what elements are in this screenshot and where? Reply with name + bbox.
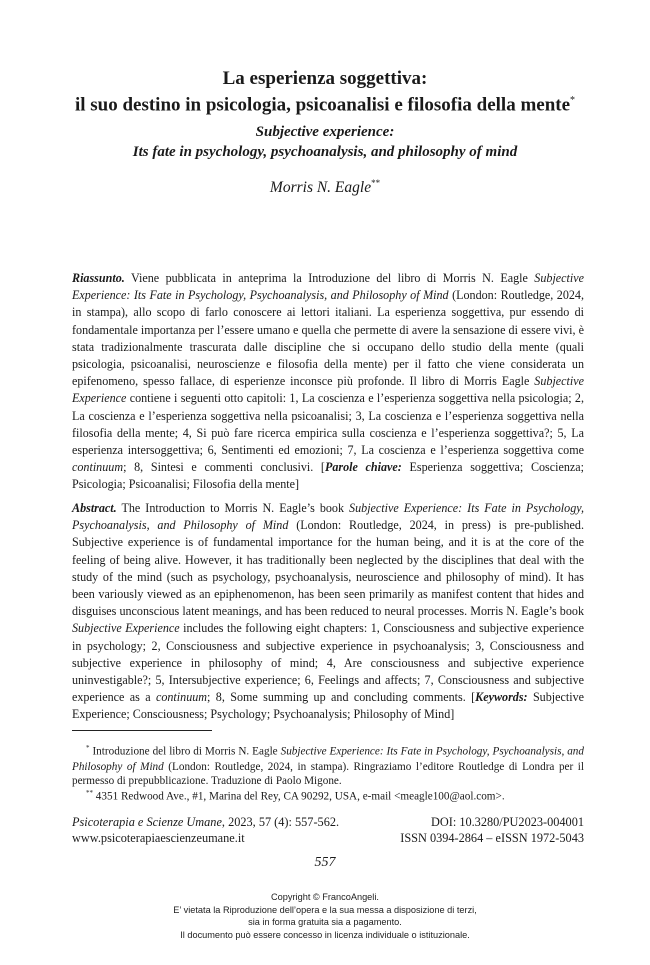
author-text: Morris N. Eagle — [269, 179, 372, 197]
abstract-book-title-short: Subjective Experience — [72, 621, 180, 636]
riassunto-text-3: contiene i seguenti otto capitoli: 1, La coscienza e l’esperienza soggettiva nella psicologia; 2, La coscienza e l’esperienza soggettiva nella psicoanalisi; 3, La coscienza e l’esperienza soggettiva nella filosofia della mente; 4, Si può fare ricerca empirica sulla coscienza e l’esperienza soggettiva?; 5, La esperienza intersoggettiva; 6, Sentimenti ed emozioni; 7, La coscienza e l’esperienza soggettiva come — [72, 391, 584, 458]
abstract-text-2: (London: Routledge, 2024, in press) is pre-published. Subjective experience is of fundamental importance for the human being, and it is at the core of the feeling of being alive. However, it has traditionally been neglected by the disciplines that deal with the study of the mind (such as psychology, psychoanalysis, neuroscience and philosophy of mind). It has been variously viewed as an epiphenomenon, has been seen primarily as manifest content that hides and disguises unconscious latent meanings, and has been reduced to neural processes. Morris N. Eagle’s book — [72, 518, 584, 619]
abstract-keywords-label: Keywords: — [475, 690, 528, 705]
riassunto-text-2: (London: Routledge, 2024, in stampa), allo scopo di farlo conoscere ai lettori italiani. La esperienza soggettiva, pur essendo di fondamentale importanza per l’essere umano e quella che permette di avere la sensazione di essere vivi, è stata tradizionalmente trascurata dalle discipline che si occupano dello studio della mente (quali psicologia, psicoanalisi, neuroscienze e filosofia della mente) per il fatto che viene considerata un epifenomeno, spesso fallace, di esperienze inconsce più profonde. Il libro di Morris Eagle — [72, 288, 584, 389]
title-line-1: La esperienza soggettiva: — [222, 68, 428, 89]
copyright-line-2: E’ vietata la Riproduzione dell’opera e la sua messa a disposizione di terzi, — [173, 904, 477, 915]
journal-citation — [72, 814, 339, 830]
abstract-text-4: ; 8, Some summing up and concluding comments. [ — [207, 690, 476, 705]
author-footnote-mark: ** — [371, 178, 381, 188]
journal-website: www.psicoterapiaescienzeumane.it — [72, 831, 245, 845]
journal-issue: , 2023, 57 (4): 557-562. — [221, 815, 340, 829]
footnote-divider — [72, 730, 212, 731]
riassunto-continuum: continuum — [72, 460, 124, 475]
riassunto-keywords-label: Parole chiave: — [324, 460, 402, 475]
subtitle-line-1: Subjective experience: — [255, 124, 395, 140]
journal-issn: ISSN 0394-2864 – eISSN 1972-5043 — [400, 831, 584, 845]
footnote-1-text-2: (London: Routledge, 2024, in stampa). Ringraziamo l’editore Routledge di Londra per il permesso di prepubblicazione. Traduzione di Paolo Migone. — [72, 760, 584, 788]
riassunto-label: Riassunto. — [72, 271, 125, 285]
copyright-line-3: sia in forma gratuita sia a pagamento. — [248, 917, 402, 928]
abstract-book-title: Subjective Experience: Its Fate in Psychology, Psychoanalysis, and Philosophy of Mind — [72, 501, 584, 533]
footnote-1-book-title: Subjective Experience: Its Fate in Psychology, Psychoanalysis, and Philosophy of Mind — [72, 745, 584, 773]
footnote-2 — [72, 786, 584, 805]
footnote-2-mark: ** — [86, 789, 93, 797]
copyright-line-4: Il documento può essere concesso in licenza individuale o istituzionale. — [180, 929, 470, 940]
abstract-continuum: continuum — [155, 690, 208, 705]
riassunto-paragraph — [72, 270, 584, 494]
footnote-1-mark: * — [86, 744, 90, 752]
footnote-2-text: 4351 Redwood Ave., #1, Marina del Rey, CA 90292, USA, e-mail <meagle100@aol.com>. — [93, 790, 505, 803]
riassunto-book-title-short: Subjective Experience — [72, 374, 584, 406]
abstract-keywords: Subjective Experience; Consciousness; Psychology; Psychoanalysis; Philosophy of Mind] — [72, 690, 584, 722]
journal-citation-row — [72, 814, 584, 830]
author-name — [40, 178, 610, 197]
journal-name: Psicoterapia e Scienze Umane — [72, 815, 222, 829]
abstract-text-3: includes the following eight chapters: 1, Consciousness and subjective experience in psychology; 2, Consciousness and subjective experience in psychoanalysis; 3, Consciousness and subjective experience in philosophy of mind; 4, Are consciousness and subjective experience uninvestigable?; 5, Intersubjective experience; 6, Feelings and affects; 7, Consciousness and subjective experience as a — [72, 621, 584, 705]
journal-doi: DOI: 10.3280/PU2023-004001 — [430, 815, 584, 829]
riassunto-text-1: Viene pubblicata in anteprima la Introduzione del libro di Morris N. Eagle — [124, 271, 535, 285]
copyright-line-1: Copyright © FrancoAngeli. — [271, 892, 379, 902]
page-number: 557 — [314, 855, 336, 870]
abstract-paragraph — [72, 500, 584, 724]
footnote-1-text-1: Introduzione del libro di Morris N. Eagle — [89, 745, 281, 758]
footnote-1 — [72, 741, 584, 789]
abstract-text-1: The Introduction to Morris N. Eagle’s book — [116, 501, 350, 515]
riassunto-text-4: ; 8, Sintesi e commenti conclusivi. [ — [123, 460, 325, 475]
riassunto-keywords: Esperienza soggettiva; Coscienza; Psicologia; Psicoanalisi; Filosofia della mente] — [72, 460, 585, 492]
title-footnote-mark: * — [570, 95, 576, 106]
journal-website-row — [72, 830, 584, 846]
subtitle-line-2: Its fate in psychology, psychoanalysis, and philosophy of mind — [132, 144, 518, 160]
article-subtitle — [40, 122, 610, 162]
title-line-2: il suo destino in psicologia, psicoanalisi e filosofia della mente — [74, 94, 571, 116]
article-title — [40, 68, 610, 116]
riassunto-book-title: Subjective Experience: Its Fate in Psychology, Psychoanalysis, and Philosophy of Mind — [72, 271, 584, 303]
copyright-notice — [40, 891, 610, 941]
abstract-label: Abstract. — [72, 501, 117, 515]
